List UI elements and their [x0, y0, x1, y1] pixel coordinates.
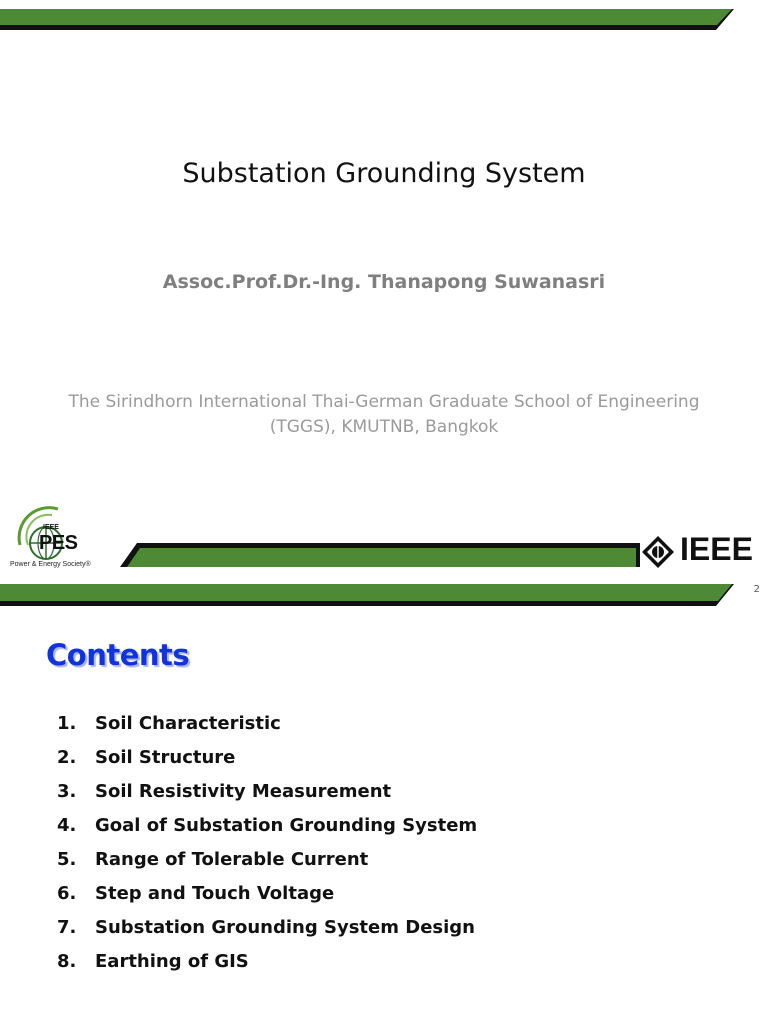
item-label: Soil Resistivity Measurement: [95, 780, 392, 802]
top-banner: [0, 582, 768, 610]
list-item: [57, 774, 477, 808]
item-number: 6.: [57, 882, 77, 904]
item-label: Goal of Substation Grounding System: [95, 814, 478, 836]
top-banner: [0, 0, 768, 36]
item-label: Step and Touch Voltage: [95, 882, 335, 904]
author-name: Assoc.Prof.Dr.-Ing. Thanapong Suwanasri: [162, 271, 606, 293]
item-number: 2.: [57, 746, 77, 768]
item-number: 8.: [57, 950, 77, 972]
list-item: [57, 910, 477, 944]
item-label: Earthing of GIS: [95, 950, 249, 972]
institution-line-1: The Sirindhorn International Thai-German Graduate School of Engineering: [68, 392, 700, 412]
list-item: [57, 808, 477, 842]
ieee-logo-text: IEEE: [680, 531, 753, 567]
item-number: 5.: [57, 848, 77, 870]
item-label: Soil Characteristic: [95, 712, 281, 734]
slide-title: Substation Grounding System: [182, 158, 586, 189]
pes-logo-ieee-text: IEEE: [43, 524, 59, 531]
item-label: Range of Tolerable Current: [95, 848, 369, 870]
list-item: [57, 740, 477, 774]
page-number: 2: [753, 584, 760, 595]
list-item: [57, 876, 477, 910]
item-number: 1.: [57, 712, 77, 734]
list-item: [57, 944, 477, 978]
institution-line-2: (TGGS), KMUTNB, Bangkok: [269, 417, 499, 437]
item-label: Soil Structure: [95, 746, 236, 768]
item-number: 4.: [57, 814, 77, 836]
item-number: 3.: [57, 780, 77, 802]
contents-list: [57, 706, 477, 978]
pes-logo-text: PES: [39, 532, 78, 554]
list-item: [57, 842, 477, 876]
pes-tagline: Power & Energy Society®: [10, 561, 91, 568]
contents-slide: [0, 582, 768, 1024]
item-number: 7.: [57, 916, 77, 938]
contents-heading: Contents: [46, 638, 190, 672]
list-item: [57, 706, 477, 740]
item-label: Substation Grounding System Design: [95, 916, 475, 938]
institution: [0, 390, 768, 440]
